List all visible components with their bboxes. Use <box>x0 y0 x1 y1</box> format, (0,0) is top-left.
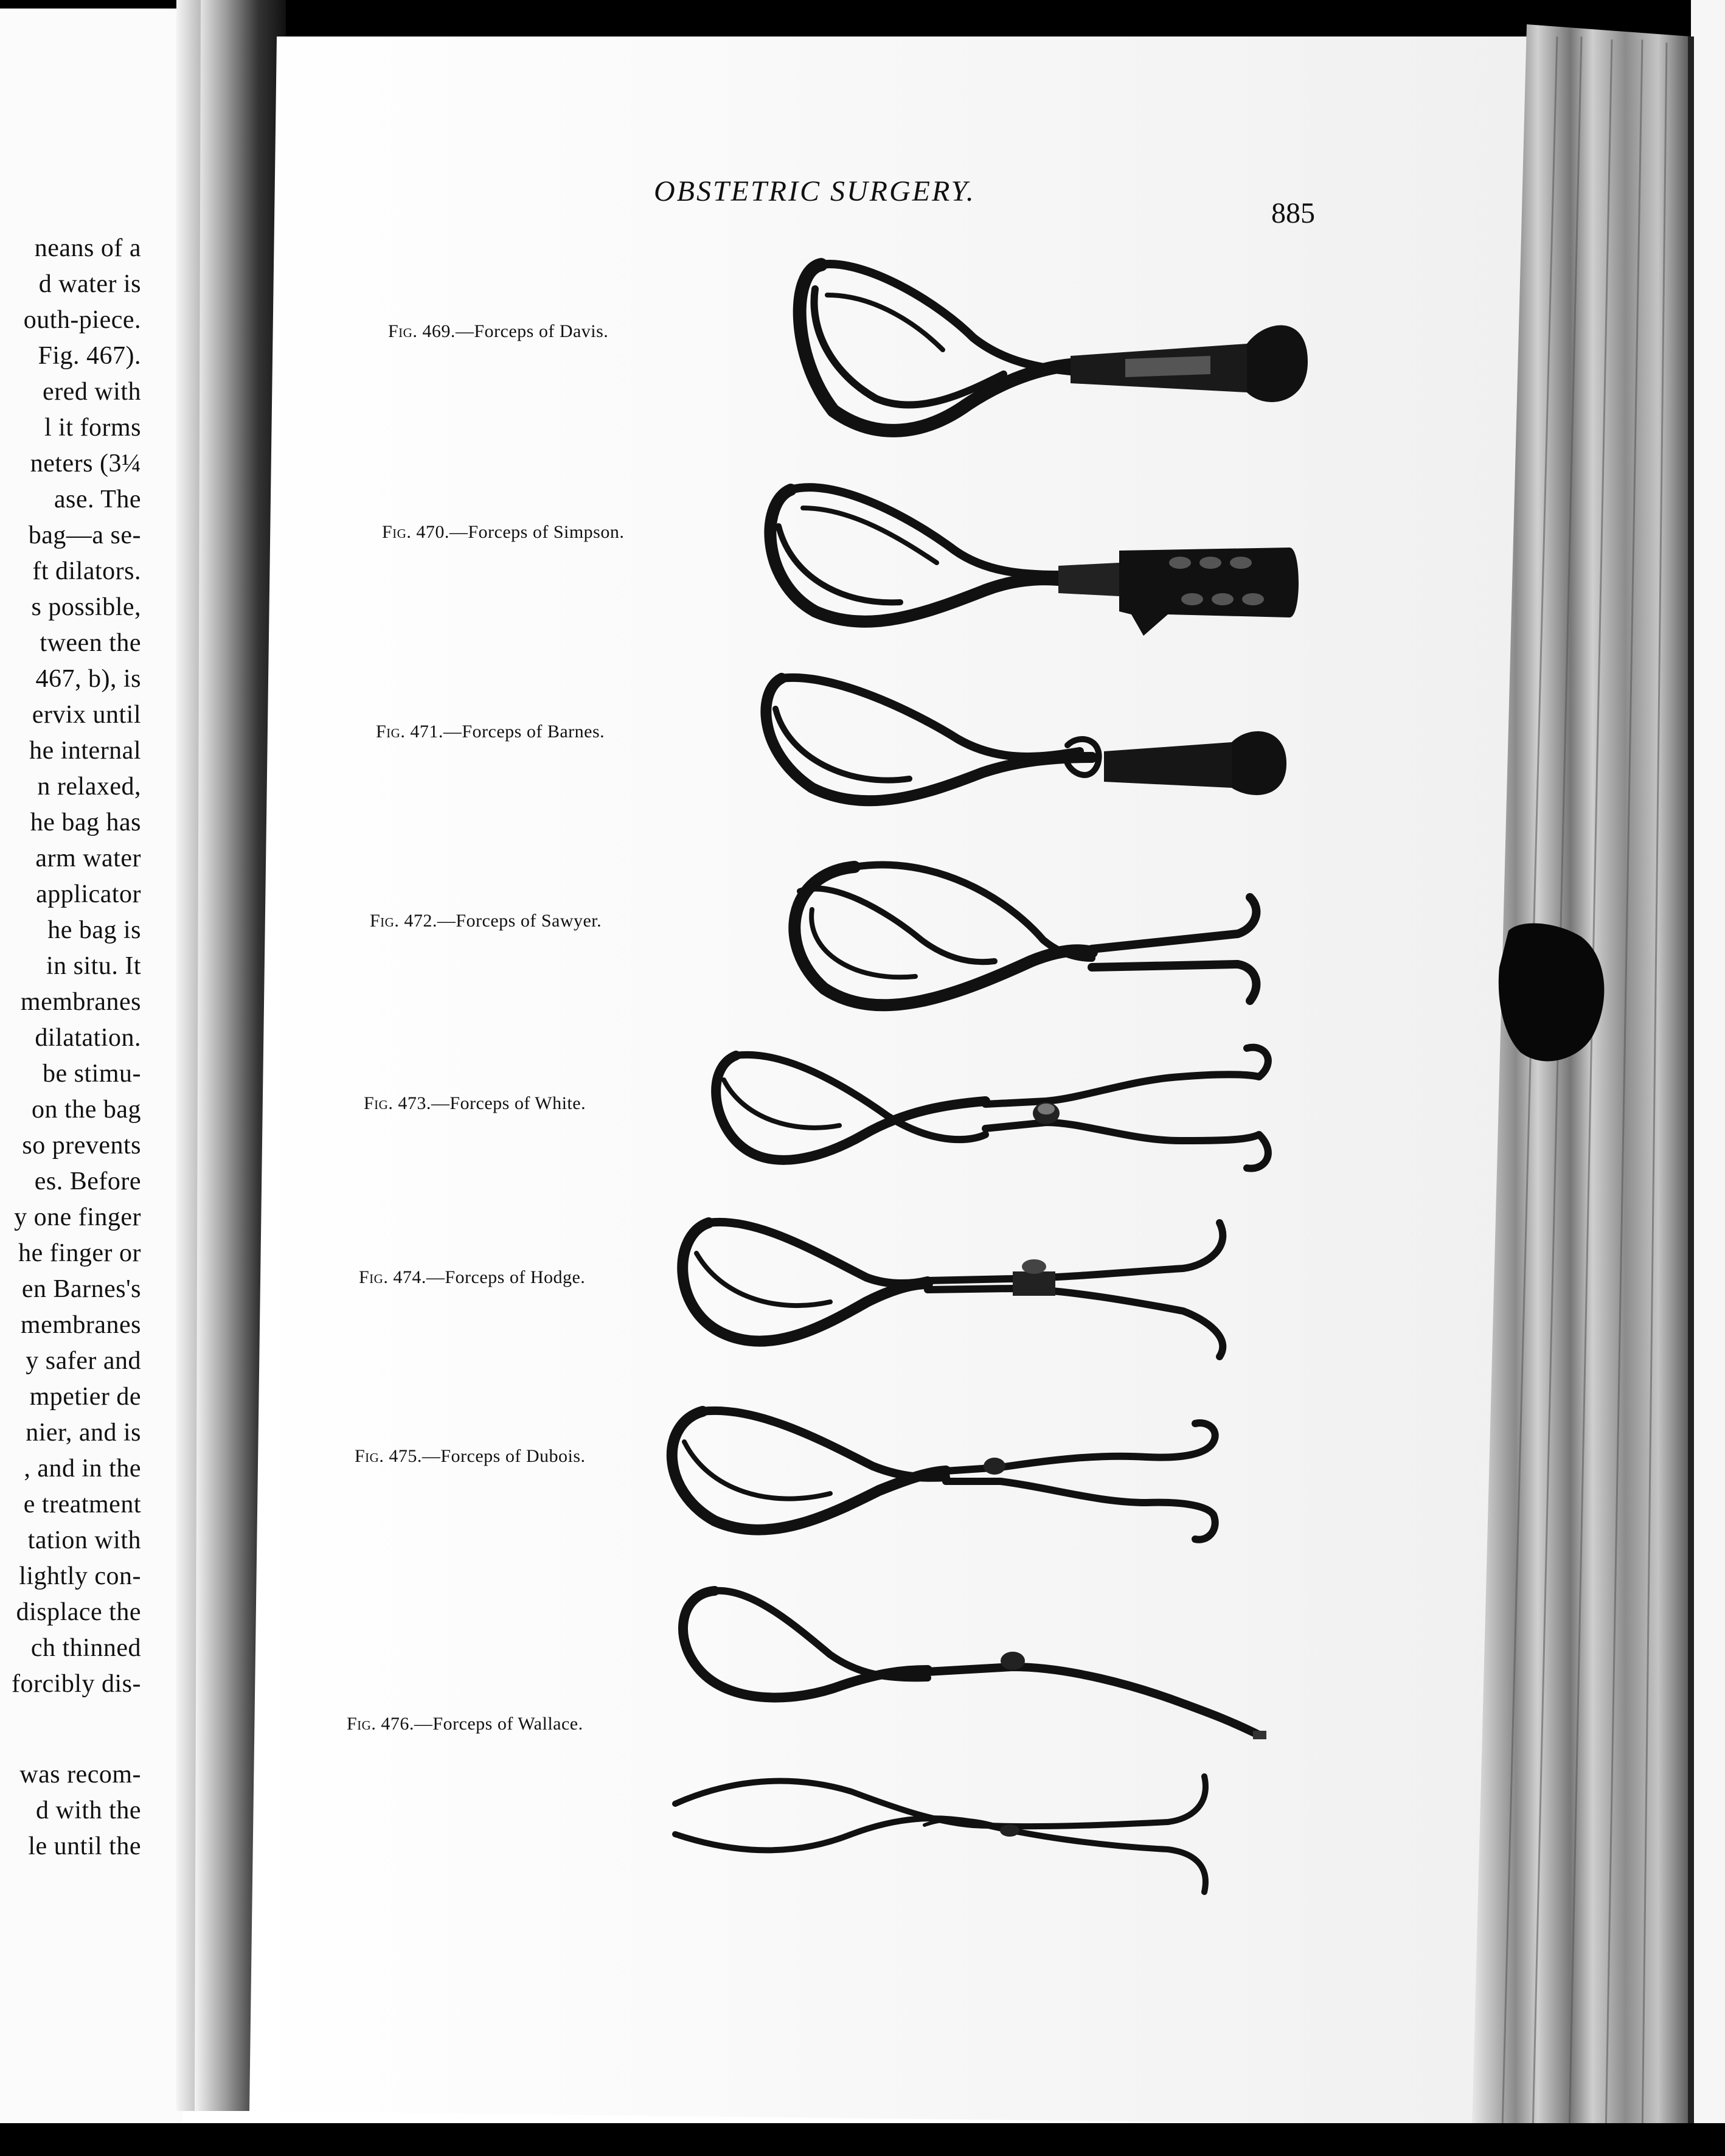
figure-number: Fig. 470. <box>382 522 449 542</box>
figure-title: —Forceps of Davis. <box>455 321 609 341</box>
forceps-hodge-illustration <box>672 1211 1286 1369</box>
page-number: 885 <box>1271 197 1315 229</box>
left-line: he internal <box>29 737 141 765</box>
figure-title: —Forceps of Barnes. <box>443 722 605 742</box>
left-line: tation with <box>27 1526 141 1554</box>
left-line: en Barnes's <box>21 1275 141 1303</box>
left-line: membranes <box>20 1311 141 1339</box>
left-line: n relaxed, <box>37 773 141 801</box>
figure-caption <box>359 1267 585 1288</box>
figure-title: —Forceps of Wallace. <box>414 1714 583 1734</box>
figure-title: —Forceps of Dubois. <box>422 1446 586 1466</box>
left-line: , and in the <box>24 1455 141 1483</box>
figure-number: Fig. 476. <box>347 1714 414 1734</box>
forceps-sawyer-illustration <box>776 855 1296 1019</box>
left-line: he bag has <box>30 809 141 836</box>
left-line: outh-piece. <box>23 306 141 334</box>
left-line: he finger or <box>18 1239 141 1267</box>
figure-caption <box>388 321 608 342</box>
left-line: dilatation. <box>35 1024 141 1052</box>
left-line: neters (3¼ <box>30 450 141 478</box>
left-line: applicator <box>36 880 141 908</box>
figure-title: —Forceps of White. <box>431 1093 586 1113</box>
left-line: membranes <box>20 988 141 1016</box>
figure-caption <box>376 722 605 742</box>
left-line: forcibly dis- <box>12 1670 141 1698</box>
figure-caption <box>382 522 624 543</box>
left-line: ervix until <box>32 701 141 729</box>
left-line: Fig. 467). <box>38 342 141 370</box>
figure-title: —Forceps of Sawyer. <box>437 911 602 931</box>
left-line: in situ. It <box>46 952 141 980</box>
left-line: ase. The <box>54 485 141 513</box>
figure-number: Fig. 475. <box>355 1446 422 1466</box>
forceps-simpson-illustration <box>754 471 1302 654</box>
forceps-wallace-blade-illustration <box>672 1582 1274 1752</box>
figure-number: Fig. 473. <box>364 1093 431 1113</box>
forceps-white-illustration <box>706 1043 1289 1183</box>
left-line: bag—a se- <box>28 521 141 549</box>
figure-caption <box>364 1093 586 1114</box>
left-line: y safer and <box>26 1347 141 1375</box>
figure-title: —Forceps of Simpson. <box>449 522 625 542</box>
running-head: OBSTETRIC SURGERY. <box>654 175 976 207</box>
forceps-barnes-illustration <box>751 666 1293 818</box>
left-line: ered with <box>43 378 141 406</box>
left-line: be stimu- <box>43 1060 141 1088</box>
left-line: he bag is <box>47 916 141 944</box>
left-line: nier, and is <box>26 1419 141 1447</box>
left-line: on the bag <box>32 1096 141 1124</box>
figure-caption <box>347 1714 583 1734</box>
figure-number: Fig. 469. <box>388 321 456 341</box>
left-line: arm water <box>35 844 141 872</box>
left-line: mpetier de <box>29 1383 141 1411</box>
left-line: so prevents <box>22 1132 141 1160</box>
left-line: d water is <box>38 270 141 298</box>
figure-number: Fig. 472. <box>370 911 437 931</box>
left-line: ch thinned <box>30 1634 141 1662</box>
forceps-dubois-illustration <box>660 1399 1274 1557</box>
forceps-wallace-assembled-illustration <box>669 1767 1271 1895</box>
figure-caption <box>370 911 602 931</box>
left-line: displace the <box>16 1598 141 1626</box>
left-line: d with the <box>36 1796 141 1824</box>
left-line: e treatment <box>23 1490 141 1518</box>
left-line: es. Before <box>34 1167 141 1195</box>
figure-title: —Forceps of Hodge. <box>426 1267 586 1287</box>
figure-caption <box>355 1446 586 1467</box>
left-line: l it forms <box>44 414 141 442</box>
left-line: y one finger <box>14 1203 141 1231</box>
left-line: lightly con- <box>19 1562 141 1590</box>
left-line: le until the <box>28 1832 141 1860</box>
left-line: s possible, <box>31 593 141 621</box>
figure-number: Fig. 474. <box>359 1267 426 1287</box>
left-line: 467, b), is <box>35 665 141 693</box>
left-line: ft dilators. <box>32 557 141 585</box>
forceps-davis-illustration <box>785 252 1314 441</box>
figure-number: Fig. 471. <box>376 722 443 742</box>
left-line: neans of a <box>34 234 141 262</box>
left-line: tween the <box>40 629 141 657</box>
left-line: was recom- <box>19 1761 141 1789</box>
